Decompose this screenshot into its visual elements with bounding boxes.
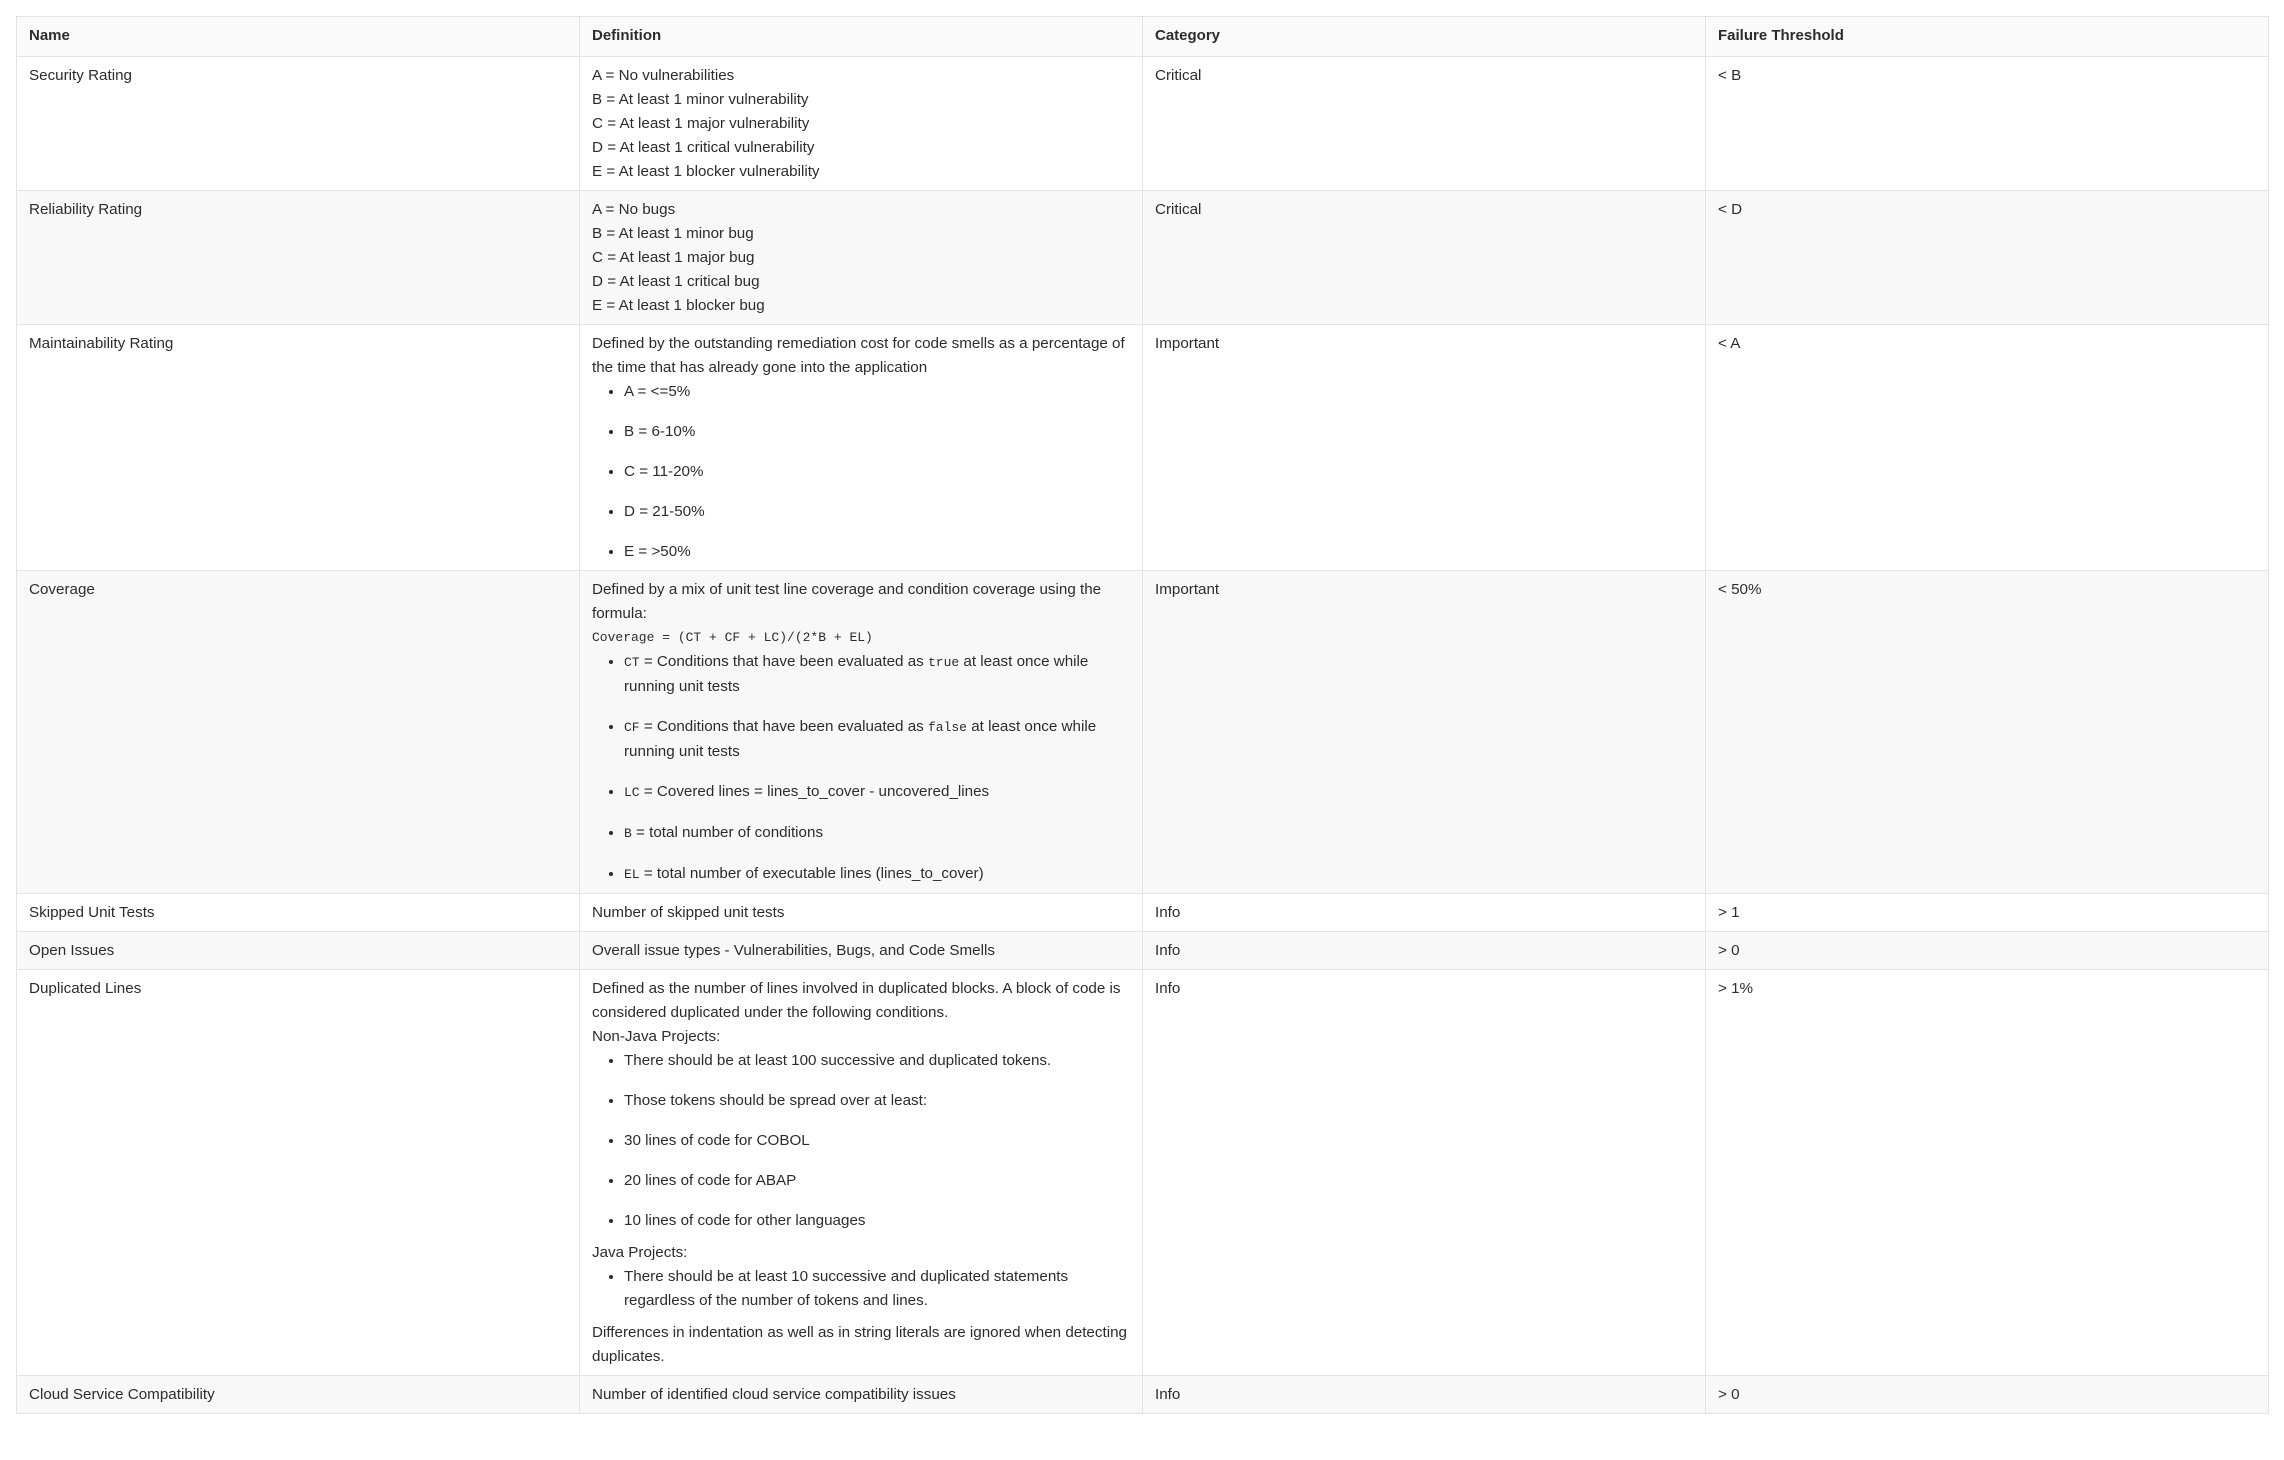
metrics-table — [16, 16, 2269, 1414]
metric-threshold: > 1 — [1706, 894, 2269, 932]
definition-line: A = No bugs — [592, 201, 676, 218]
table-row — [17, 57, 2269, 191]
metric-threshold: > 0 — [1706, 1376, 2269, 1414]
list-item: • D = 21-50% — [624, 500, 1130, 524]
list-item-text: = Conditions that have been evaluated as — [639, 653, 928, 670]
definition-list — [592, 1265, 1130, 1313]
header-failure-threshold: Failure Threshold — [1706, 17, 2269, 57]
metric-definition: Number of identified cloud service compatibility issues — [580, 1376, 1143, 1414]
definition-subheading: Java Projects: — [592, 1244, 688, 1261]
metric-category: Info — [1143, 894, 1706, 932]
list-item — [624, 821, 1130, 846]
code-term: false — [927, 720, 967, 735]
code-term: CT — [624, 655, 640, 670]
metric-name: Security Rating — [17, 57, 580, 191]
metric-definition — [580, 191, 1143, 325]
metric-name: Duplicated Lines — [17, 970, 580, 1376]
metric-threshold: < D — [1706, 191, 2269, 325]
header-name: Name — [17, 17, 580, 57]
metric-definition: Number of skipped unit tests — [580, 894, 1143, 932]
metric-category: Critical — [1143, 57, 1706, 191]
definition-line: B = At least 1 minor vulnerability — [592, 91, 809, 108]
definition-subheading: Non-Java Projects: — [592, 1028, 721, 1045]
list-item: • B = 6-10% — [624, 420, 1130, 444]
list-item — [624, 650, 1130, 699]
list-item: • 20 lines of code for ABAP — [624, 1169, 1130, 1193]
definition-intro: Defined as the number of lines involved in duplicated blocks. A block of code is considered duplicated under the following conditions. — [592, 980, 1121, 1021]
table-row — [17, 894, 2269, 932]
table-row — [17, 325, 2269, 571]
list-item: • E = >50% — [624, 540, 1130, 564]
code-term: LC — [624, 785, 640, 800]
list-item-text: = Conditions that have been evaluated as — [639, 718, 928, 735]
metric-category: Info — [1143, 932, 1706, 970]
definition-outro: Differences in indentation as well as in string literals are ignored when detecting duplicates. — [592, 1324, 1127, 1365]
definition-line: A = No vulnerabilities — [592, 67, 735, 84]
table-row — [17, 191, 2269, 325]
code-term: true — [927, 655, 960, 670]
list-item-text: at least once while running unit tests — [624, 718, 1097, 760]
table-row — [17, 970, 2269, 1376]
definition-intro: Defined by a mix of unit test line coverage and condition coverage using the formula: — [592, 581, 1102, 622]
metric-definition — [580, 57, 1143, 191]
metric-threshold: > 1% — [1706, 970, 2269, 1376]
list-item: • Those tokens should be spread over at least: — [624, 1089, 1130, 1113]
list-item: • C = 11-20% — [624, 460, 1130, 484]
definition-line: C = At least 1 major bug — [592, 249, 755, 266]
list-item-text: at least once while running unit tests — [624, 653, 1089, 695]
table-row — [17, 571, 2269, 894]
metric-name: Skipped Unit Tests — [17, 894, 580, 932]
metric-definition — [580, 571, 1143, 894]
metric-threshold: > 0 — [1706, 932, 2269, 970]
table-header-row — [17, 17, 2269, 57]
table-row — [17, 1376, 2269, 1414]
definition-line: E = At least 1 blocker vulnerability — [592, 163, 820, 180]
metric-threshold: < 50% — [1706, 571, 2269, 894]
list-item-text: = total number of executable lines (lines_to_cover) — [639, 865, 984, 882]
code-term: B — [624, 826, 632, 841]
metric-definition — [580, 970, 1143, 1376]
list-item: • There should be at least 10 successive and duplicated statements regardless of the number of tokens and lines. — [624, 1265, 1130, 1313]
metric-definition — [580, 325, 1143, 571]
metric-name: Open Issues — [17, 932, 580, 970]
list-item: • 10 lines of code for other languages — [624, 1209, 1130, 1233]
definition-line: D = At least 1 critical bug — [592, 273, 760, 290]
definition-line: E = At least 1 blocker bug — [592, 297, 765, 314]
code-term: CF — [624, 720, 640, 735]
metric-category: Important — [1143, 325, 1706, 571]
metric-name: Cloud Service Compatibility — [17, 1376, 580, 1414]
metric-category: Info — [1143, 1376, 1706, 1414]
header-category: Category — [1143, 17, 1706, 57]
definition-line: B = At least 1 minor bug — [592, 225, 754, 242]
metric-name: Coverage — [17, 571, 580, 894]
definition-line: D = At least 1 critical vulnerability — [592, 139, 815, 156]
metrics-table-container — [16, 16, 2268, 1414]
list-item — [624, 715, 1130, 764]
metric-category: Critical — [1143, 191, 1706, 325]
code-term: EL — [624, 867, 640, 882]
definition-intro: Defined by the outstanding remediation cost for code smells as a percentage of the time that has already gone into the application — [592, 335, 1125, 376]
list-item-text: = Covered lines = lines_to_cover - uncovered_lines — [639, 783, 990, 800]
list-item: • There should be at least 100 successive and duplicated tokens. — [624, 1049, 1130, 1073]
header-definition: Definition — [580, 17, 1143, 57]
table-row — [17, 932, 2269, 970]
list-item: • 30 lines of code for COBOL — [624, 1129, 1130, 1153]
metric-threshold: < A — [1706, 325, 2269, 571]
definition-list — [592, 380, 1130, 564]
metric-name: Maintainability Rating — [17, 325, 580, 571]
definition-list — [592, 650, 1130, 887]
list-item — [624, 780, 1130, 805]
metric-name: Reliability Rating — [17, 191, 580, 325]
metric-definition: Overall issue types - Vulnerabilities, Bugs, and Code Smells — [580, 932, 1143, 970]
list-item-text: = total number of conditions — [631, 824, 824, 841]
list-item — [624, 862, 1130, 887]
metric-category: Info — [1143, 970, 1706, 1376]
coverage-formula: Coverage = (CT + CF + LC)/(2*B + EL) — [592, 630, 873, 645]
definition-line: C = At least 1 major vulnerability — [592, 115, 810, 132]
metric-threshold: < B — [1706, 57, 2269, 191]
list-item: • A = <=5% — [624, 380, 1130, 404]
definition-list — [592, 1049, 1130, 1233]
metric-category: Important — [1143, 571, 1706, 894]
